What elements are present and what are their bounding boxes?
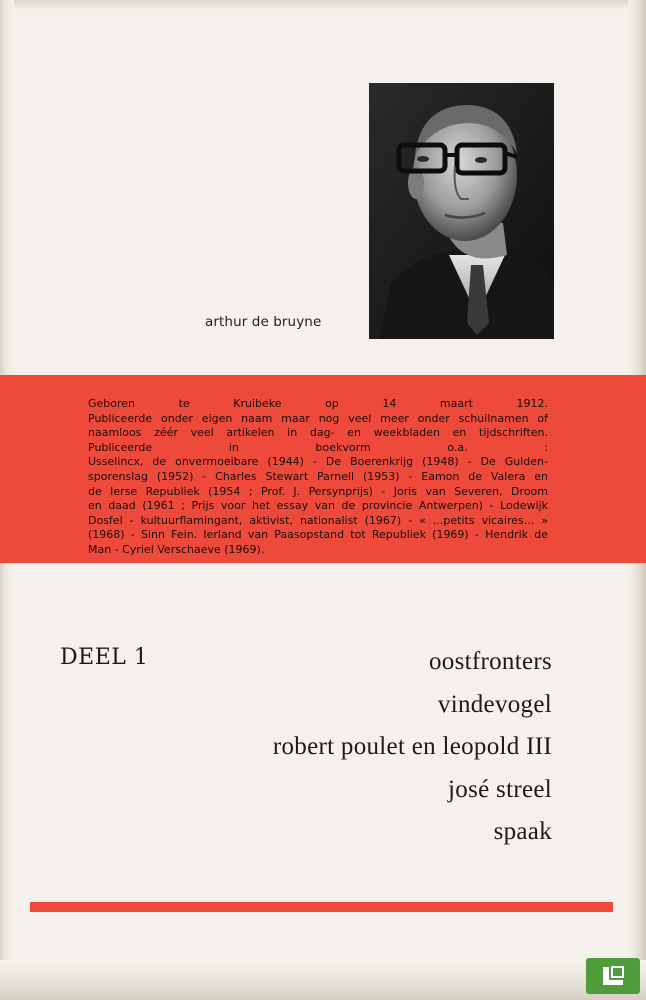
volume-label: DEEL 1 [60, 645, 149, 670]
author-portrait-icon [369, 83, 554, 339]
bio-line: (1968) - Sinn Fein. Ierland van Paasopstand tot Republiek (1969) - Hendrik de [88, 528, 548, 542]
bio-line: Publiceerde onder eigen naam maar nog veel meer onder schuilnamen of [88, 411, 548, 425]
bio-line: sporenslag (1952) - Charles Stewart Parnell (1953) - Eamon de Valera en [88, 469, 548, 483]
watermark-badge [586, 958, 640, 994]
bio-line: de Ierse Republiek (1954 ; Prof. J. Persynprijs) - Joris van Severen, Droom [88, 484, 548, 498]
bio-line: Usselincx, de onvermoeibare (1944) - De Boerenkrijg (1948) - De Gulden- [88, 455, 548, 469]
author-portrait-photo [369, 83, 554, 339]
red-divider-rule [30, 902, 613, 912]
chapter-title: josé streel [448, 775, 552, 803]
bio-line: Publiceerde in boekvorm o.a. : [88, 440, 548, 454]
watermark-logo-icon [600, 964, 626, 988]
author-biography [88, 397, 548, 558]
bio-line: naamloos zéér veel artikelen in dag- en weekbladen en tijdschriften. [88, 426, 548, 440]
chapter-list [273, 646, 552, 859]
chapter-title: vindevogel [437, 690, 552, 718]
chapter-title: spaak [493, 818, 552, 845]
chapter-title: robert poulet en leopold III [272, 733, 552, 760]
author-name: arthur de bruyne [205, 314, 322, 330]
bio-line: Geboren te Kruibeke op 14 maart 1912. [88, 397, 548, 410]
bio-line: Man - Cyriel Verschaeve (1969). [88, 542, 265, 556]
cover-edge-top [0, 0, 646, 10]
cover-edge-bottom [0, 960, 646, 1000]
bio-line: Dosfel - kultuurflamingant, aktivist, nationalist (1967) - « ...petits vicaires... » [88, 513, 548, 527]
bio-line: en daad (1961 ; Prijs voor het essay van de provincie Antwerpen) - Lodewijk [88, 499, 548, 513]
chapter-title: oostfronters [428, 648, 552, 675]
